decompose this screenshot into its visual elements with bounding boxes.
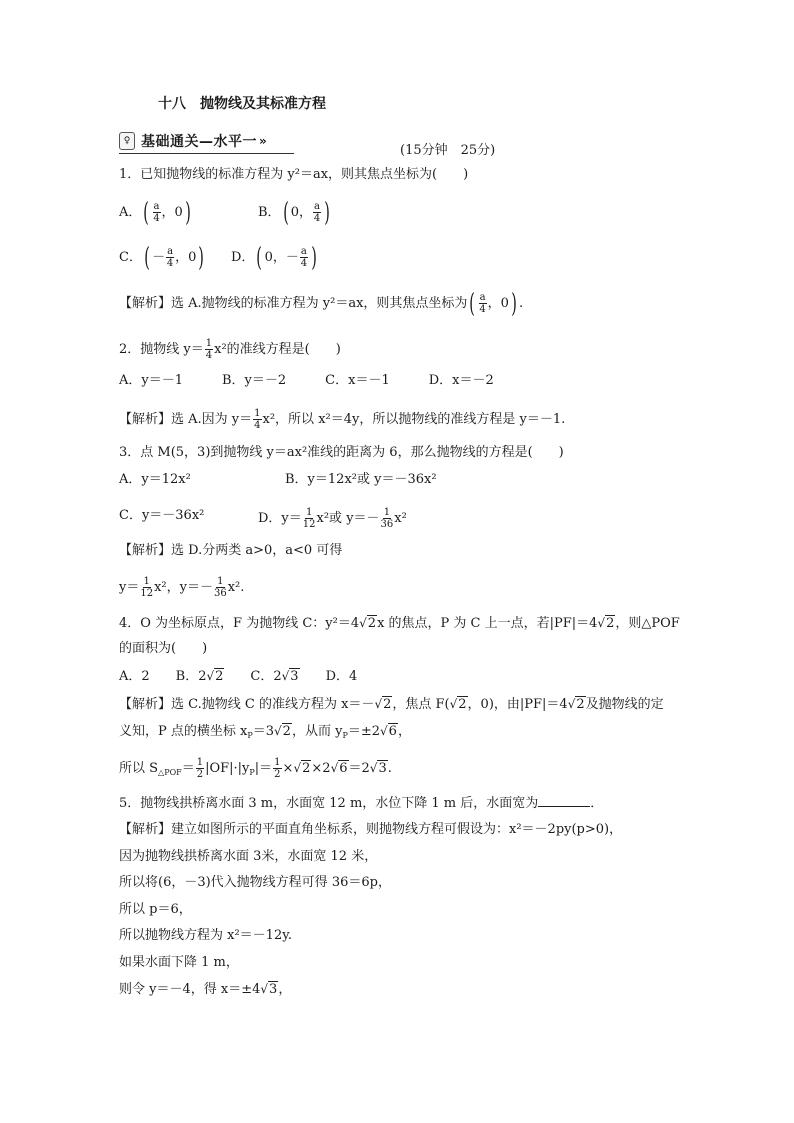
q5-explanation-line: 所以抛物线方程为 x²＝－12y. bbox=[119, 928, 292, 943]
q4-explanation-1: 【解析】选 C.抛物线 C 的准线方程为 x＝－√2，焦点 F(√2，0)，由|PF|＝4√2及抛物线的定 bbox=[119, 697, 664, 712]
q2-explanation: 【解析】选 A.因为 y＝ $\frac{1}{4}$ x²，所以 x²＝4y，所以抛物线的准线方程是 y＝－1. bbox=[119, 408, 566, 431]
sqrt: √2 bbox=[597, 616, 615, 631]
fraction: $\frac{1}{2}$ bbox=[274, 757, 281, 780]
section-underline bbox=[119, 153, 294, 154]
q4-stem: 4．O 为坐标原点，F 为抛物线 C：y²＝4√2x 的焦点，P 为 C 上一点，若|PF|＝4√2，则△POF bbox=[119, 616, 680, 631]
fraction: $\frac{a}{4}$ bbox=[166, 246, 174, 269]
fraction: $\frac{1}{12}$ bbox=[302, 507, 316, 530]
double-chevron-icon: » bbox=[259, 134, 267, 148]
q5-explanation-line: 所以将(6，－3)代入抛物线方程可得 36＝6p， bbox=[119, 875, 391, 890]
q4-explanation-2: 义知，P 点的横坐标 $x_P=3√2$，从而 $y_P=\pm 2√6$， bbox=[119, 724, 411, 740]
section-title: 基础通关—水平一 bbox=[141, 134, 257, 150]
sqrt: √3 bbox=[260, 982, 278, 997]
q5-explanation-last: 则令 y＝－4，得 x＝±4√3， bbox=[119, 982, 292, 997]
q3-option-d: D．y＝ $\frac{1}{12}$ x²或 y＝－ $\frac{1}{36}$ x² bbox=[258, 507, 407, 530]
sqrt: √2 bbox=[449, 697, 467, 712]
q3-option-b: B．y＝12x²或 y＝－36x² bbox=[285, 472, 437, 487]
q1-option-d: D．( 0，－ $\frac{a}{4}$ ) bbox=[231, 242, 317, 273]
fraction: $\frac{1}{36}$ bbox=[380, 507, 394, 530]
sqrt: √2 bbox=[293, 761, 311, 776]
sqrt: √2 bbox=[567, 697, 585, 712]
q1-option-a: A．( $\frac{a}{4}$ ，0) bbox=[119, 197, 191, 228]
sqrt: √2 bbox=[374, 697, 392, 712]
q1-explanation: 【解析】选 A.抛物线的标准方程为 y²＝ax，则其焦点坐标为( $\frac{a}{4}$ ，0) . bbox=[119, 288, 524, 319]
q1-option-c: C．( － $\frac{a}{4}$ ，0) bbox=[119, 242, 205, 273]
q4-stem-cont: 的面积为( ) bbox=[119, 641, 208, 656]
fraction: $\frac{a}{4}$ bbox=[153, 201, 160, 224]
fraction: $\frac{1}{12}$ bbox=[140, 576, 154, 599]
fraction: $\frac{1}{2}$ bbox=[196, 757, 204, 780]
time-score-note: (15分钟 25分) bbox=[400, 143, 496, 158]
q3-result: y＝ $\frac{1}{12}$ x²，y＝－ $\frac{1}{36}$ x². bbox=[119, 576, 245, 599]
q3-stem: 3．点 M(5，3)到抛物线 y＝ax²准线的距离为 6，那么抛物线的方程是( ) bbox=[119, 445, 564, 460]
sqrt: √3 bbox=[369, 761, 387, 776]
sqrt: √2 bbox=[274, 724, 291, 739]
q5-stem: 5．抛物线拱桥离水面 3 m，水面宽 12 m，水位下降 1 m 后，水面宽为 ． bbox=[119, 796, 604, 811]
q2-stem: 2．抛物线 y＝ $\frac{1}{4}$ x²的准线方程是( ) bbox=[119, 338, 341, 361]
q5-explanation-line: 如果水面下降 1 m， bbox=[119, 955, 239, 970]
fraction: $\frac{1}{4}$ bbox=[254, 408, 261, 431]
q3-explanation: 【解析】选 D.分两类 a>0，a<0 可得 bbox=[119, 543, 343, 558]
fraction: $\frac{a}{4}$ bbox=[479, 292, 486, 315]
answer-blank bbox=[538, 806, 590, 807]
sqrt: √6 bbox=[330, 761, 348, 776]
q1-option-b: B．( 0， $\frac{a}{4}$ ) bbox=[258, 197, 330, 228]
q4-explanation-3: 所以 $S_{\triangle POF}=$ $\frac{1}{2}$ $|OF|\cdot|y_P|=$ $\frac{1}{2}$ ×√2×2√6＝2√3. bbox=[119, 757, 392, 780]
fraction: $\frac{a}{4}$ bbox=[300, 246, 308, 269]
section-header bbox=[119, 131, 267, 151]
q3-option-c: C．y＝－36x² bbox=[119, 508, 205, 523]
fraction: $\frac{1}{4}$ bbox=[205, 338, 213, 361]
q4-options: A．2 B．2√2 C．2√3 D．4 bbox=[119, 669, 358, 684]
q1-stem: 1．已知抛物线的标准方程为 y²＝ax，则其焦点坐标为( ) bbox=[119, 167, 469, 182]
bulb-icon: ♀ bbox=[119, 132, 135, 150]
q5-explanation-line: 因为抛物线拱桥离水面 3米，水面宽 12 米， bbox=[119, 849, 378, 864]
sqrt: √2 bbox=[206, 669, 224, 684]
fraction: $\frac{a}{4}$ bbox=[313, 201, 321, 224]
q2-options: A．y＝－1 B．y＝－2 C．x＝－1 D．x＝－2 bbox=[119, 373, 494, 388]
fraction: $\frac{1}{36}$ bbox=[213, 576, 227, 599]
sqrt: √2 bbox=[359, 616, 377, 631]
q5-explanation-line: 【解析】建立如图所示的平面直角坐标系，则抛物线方程可假设为：x²＝－2py(p>0)， bbox=[119, 822, 623, 837]
sqrt: √3 bbox=[281, 669, 299, 684]
sqrt: √6 bbox=[380, 724, 397, 739]
q3-option-a: A．y＝12x² bbox=[119, 472, 191, 487]
q5-explanation-line: 所以 p＝6， bbox=[119, 902, 192, 917]
page-title: 十八 抛物线及其标准方程 bbox=[158, 96, 326, 112]
